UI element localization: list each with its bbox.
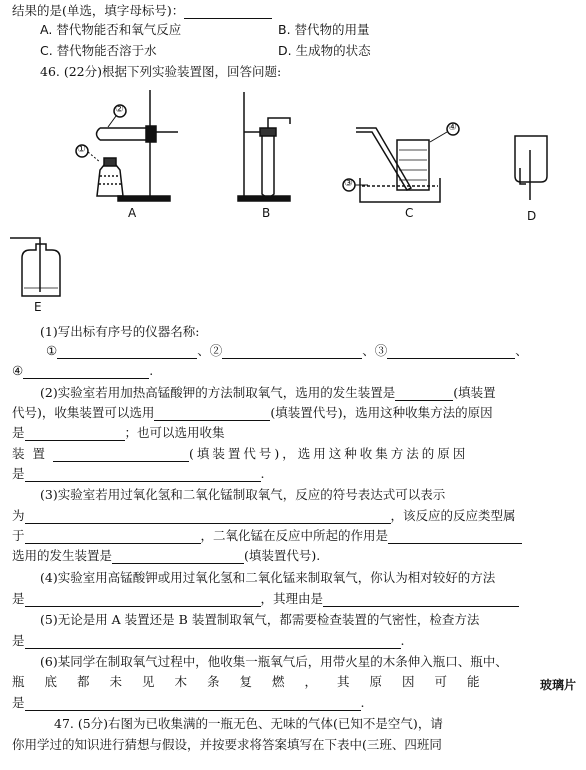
test-tube-b <box>262 135 274 197</box>
answer-blank[interactable] <box>387 345 515 359</box>
stand-b-base <box>238 196 290 201</box>
q47-line2: 你用学过的知识进行猜想与假设，并按要求将答案填写在下表中(三班、四班同 <box>12 737 442 752</box>
q46-part3-line3: 于 ，二氧化锰在反应中所起的作用是 <box>12 528 522 544</box>
q46-part1-blanks: ① 、② 、③ 、 <box>46 343 528 358</box>
q46-part2-line5: 是 . <box>12 466 265 481</box>
answer-blank[interactable] <box>395 387 453 401</box>
q45-option-a: A. 替代物能否和氧气反应 <box>40 22 182 37</box>
q46-part6-line1: (6)某同学在制取氧气过程中，他收集一瓶氧气后，用带火星的木条伸入瓶口、瓶中、 <box>40 654 508 669</box>
test-tube-a <box>97 128 151 140</box>
apparatus-label-e: E <box>34 300 42 314</box>
marker-1: ① <box>77 144 86 155</box>
stand-a-base <box>118 196 170 201</box>
q46-part6-line3: 是 . <box>12 695 365 710</box>
q46-part2-line4: 装置 (填装置代号)，选用这种收集方法的原因 <box>12 446 469 461</box>
answer-blank[interactable] <box>25 697 361 711</box>
clamp-a <box>146 126 156 142</box>
apparatus-label-a: A <box>128 206 137 220</box>
apparatus-figure <box>0 0 586 320</box>
q46-part1-blank4: ④ . <box>12 363 154 378</box>
marker-2: ② <box>115 104 124 115</box>
q46-part2-line1: (2)实验室若用加热高锰酸钾的方法制取氧气，选用的发生装置是 (填装置 <box>40 385 496 400</box>
answer-blank[interactable] <box>25 510 391 524</box>
q46-part3-line1: (3)实验室若用过氧化氢和二氧化锰制取氧气，反应的符号表达式可以表示 <box>40 487 446 502</box>
q45-option-c: C. 替代物能否溶于水 <box>40 43 157 58</box>
q45-stem: 结果的是(单选，填字母标号)： <box>12 3 272 19</box>
answer-blank[interactable] <box>23 365 149 379</box>
marker-3: ③ <box>344 178 353 189</box>
q46-part4-line1: (4)实验室用高锰酸钾或用过氧化氢和二氧化锰来制取氧气，你认为相对较好的方法 <box>40 570 496 585</box>
answer-blank[interactable] <box>323 593 519 607</box>
answer-blank[interactable] <box>25 468 261 482</box>
q46-part3-line2: 为 ，该反应的反应类型属 <box>12 508 516 523</box>
answer-blank[interactable] <box>25 530 201 544</box>
answer-blank[interactable] <box>57 345 197 359</box>
q46-part5-line2: 是 . <box>12 633 405 648</box>
q45-option-b: B. 替代物的用量 <box>278 22 370 37</box>
answer-blank[interactable] <box>25 635 401 649</box>
q46-part2-line3: 是 ；也可以选用收集 <box>12 425 225 440</box>
answer-blank[interactable] <box>222 345 362 359</box>
apparatus-label-c: C <box>405 206 414 220</box>
q46-part6-line2: 瓶底都未见木条复燃，其原因可能 <box>12 674 500 689</box>
answer-blank[interactable] <box>53 448 189 462</box>
q46-part5-line1: (5)无论是用 A 装置还是 B 装置制取氧气，都需要检查装置的气密性，检查方法 <box>40 612 480 627</box>
delivery-tube-c <box>356 128 411 190</box>
answer-blank[interactable] <box>25 427 125 441</box>
alcohol-lamp <box>97 165 123 196</box>
q46-part1: (1)写出标有序号的仪器名称: <box>40 324 200 339</box>
q46-heading: 46. (22分)根据下列实验装置图，回答问题: <box>40 64 282 79</box>
q46-part4-line2: 是 ，其理由是 <box>12 591 519 607</box>
answer-blank[interactable] <box>25 593 261 607</box>
q45-option-d: D. 生成物的状态 <box>278 43 371 58</box>
answer-blank[interactable] <box>154 407 270 421</box>
q47-line1: 47. (5分)右图为已收集满的一瓶无色、无味的气体(已知不是空气)，请 <box>54 716 443 731</box>
q46-part3-line4: 选用的发生装置是 (填装置代号). <box>12 548 321 563</box>
q46-part2-line2: 代号)，收集装置可以选用 (填装置代号)，选用这种收集方法的原因 <box>12 405 493 420</box>
apparatus-label-b: B <box>262 206 271 220</box>
marker-4: ④ <box>448 122 457 133</box>
glass-plate-label: 玻璃片 <box>540 678 577 692</box>
apparatus-label-d: D <box>527 209 537 223</box>
answer-blank[interactable] <box>112 550 244 564</box>
answer-blank[interactable] <box>388 530 522 544</box>
